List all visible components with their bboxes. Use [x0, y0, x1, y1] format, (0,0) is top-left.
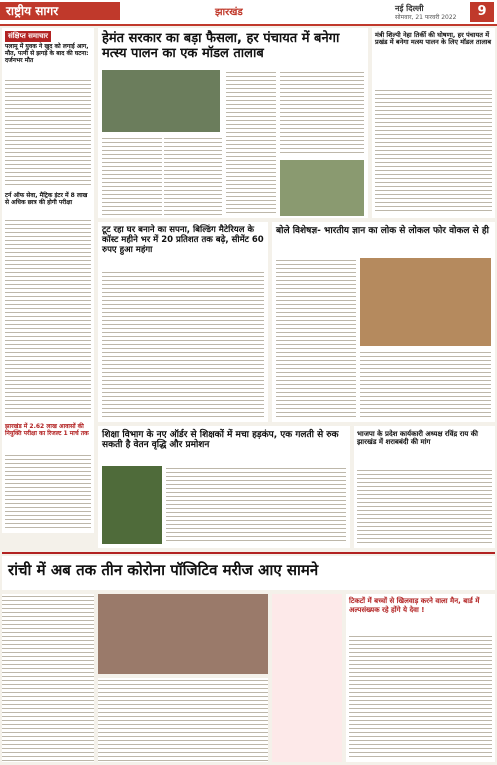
bjp-body [357, 468, 492, 544]
music-body [276, 258, 356, 418]
lead-body-mid [164, 136, 222, 216]
section-divider [2, 552, 495, 554]
right-top-headline: मंत्री शिल्पी नेहा तिर्की की घोषणा, हर पंचायत में प्रखंड में बनेगा मत्स्य पालन के लिए मॉडल तालाब [375, 31, 492, 47]
material-headline: टूट रहा घर बनाने का सपना, बिल्डिंग मैटेरियल के कॉस्ट महीने भर में 20 प्रतिशत तक बढ़े, सीमेंट 60 रुपए हुआ महंगा [102, 225, 264, 255]
brief-item3-headline: झारखंड में 2.62 लाख आवासों की नियुक्ति परीक्षा का रिजल्ट 1 मार्च तक [5, 423, 89, 437]
bottom-right-headline: टिकटों में बच्चों से खिलवाड़ करने वाला मैन, बार्ड में अल्पसंख्यक रहे होंगे ये देवा ! [349, 597, 480, 614]
section-title: झारखंड [215, 7, 243, 18]
corona-body-1 [2, 594, 94, 762]
edition-date: सोमवार, 21 फरवरी 2022 [395, 14, 457, 21]
corona-story [2, 556, 495, 590]
material-body [102, 270, 264, 418]
right-top-story [372, 28, 495, 218]
brief-item2-headline: टर्न ऑफ सेवा, मैट्रिक इंटर में 8 लाख से अधिक छात्र की होगी परीक्षा [5, 192, 88, 206]
corona-headline: रांची में अब तक तीन कोरोना पॉजिटिव मरीज आए सामने [8, 561, 319, 579]
corona-photo [98, 594, 268, 674]
corona-sidebar [272, 594, 342, 762]
page-number: 9 [470, 2, 494, 22]
brief-item1-body [5, 78, 91, 188]
bjp-headline: भाजपा के प्रदेश कार्यकारी अध्यक्ष रविंद्र राय की झारखंड में शराबबंदी की मांग [357, 430, 478, 447]
music-body-2 [360, 350, 491, 418]
right-top-body [375, 88, 492, 214]
education-photo [102, 466, 162, 544]
masthead [0, 0, 497, 26]
brief-item2-body [5, 218, 91, 418]
corona-body-2 [98, 678, 268, 762]
lead-body-left [102, 136, 162, 216]
bottom-right-body [349, 634, 492, 758]
newspaper-brand: राष्ट्रीय सागर [0, 2, 120, 20]
music-headline: बोले विशेषज्ञ- भारतीय ज्ञान का लोक से लोकल फोर वोकल से ही [276, 226, 489, 236]
education-story [98, 426, 350, 548]
brief-item3-body [5, 453, 91, 529]
lead-photo-2 [280, 160, 364, 216]
lead-body-far [280, 70, 364, 156]
education-headline: शिक्षा विभाग के नए ऑर्डर से शिक्षकों में मचा हड़कंप, एक गलती से रुक सकती है वेतन वृद्धि और प्रमोशन [102, 430, 339, 451]
lead-photo [102, 70, 220, 132]
brief-news-tag: संक्षिप्त समाचार [5, 31, 51, 42]
material-story [98, 222, 268, 422]
bjp-story [354, 426, 495, 548]
brief-item1-headline: पलामू में युवक ने खुद को लगाई आग, मौत, पत्नी से झगड़े के बाद की घटना: दर्जनभर मौत [5, 43, 89, 64]
music-story [272, 222, 495, 422]
left-column [2, 28, 94, 533]
music-photo [360, 258, 491, 346]
lead-headline: हेमंत सरकार का बड़ा फैसला, हर पंचायत में बनेगा मत्स्य पालन का एक मॉडल तालाब [102, 31, 340, 61]
edition-city: नई दिल्ली [395, 4, 424, 13]
lead-body-right [226, 70, 276, 216]
lead-story [98, 28, 368, 218]
education-body [166, 466, 346, 544]
bottom-right-story [346, 594, 495, 762]
